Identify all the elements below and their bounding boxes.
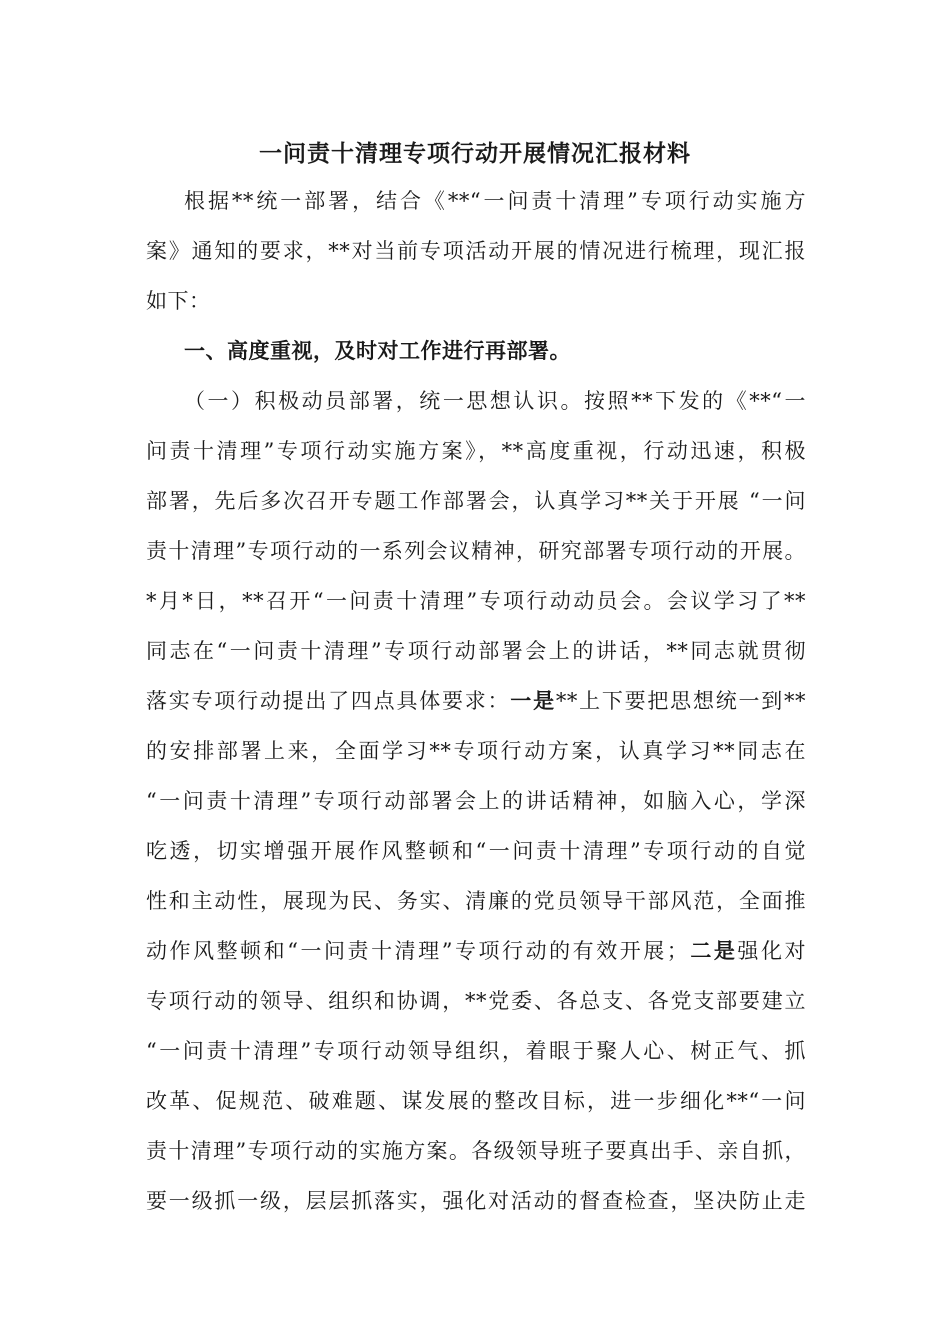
emphasis-second: 二是 xyxy=(688,938,738,963)
paragraph-line: “一问责十清理”专项行动领导组织，着眼于聚人心、树正气、抓 xyxy=(146,1039,806,1063)
paragraph-line: 吃透，切实增强开展作风整顿和“一问责十清理”专项行动的自觉 xyxy=(146,839,806,863)
paragraph-text: **上下要把思想统一到** xyxy=(555,689,807,713)
paragraph-line: 改革、促规范、破难题、谋发展的整改目标，进一步细化**“一问 xyxy=(146,1089,806,1113)
paragraph-line: 责十清理”专项行动的一系列会议精神，研究部署专项行动的开展。 xyxy=(146,539,806,563)
paragraph-line: 专项行动的领导、组织和协调，**党委、各总支、各党支部要建立 xyxy=(146,989,806,1013)
paragraph-text: 落实专项行动提出了四点具体要求： xyxy=(146,689,511,713)
paragraph-line: “一问责十清理”专项行动部署会上的讲话精神，如脑入心，学深 xyxy=(146,789,806,813)
paragraph-text: 强化对 xyxy=(737,939,806,963)
intro-line-3: 如下： xyxy=(146,289,211,313)
intro-line-2: 案》通知的要求，**对当前专项活动开展的情况进行梳理，现汇报 xyxy=(146,239,806,263)
paragraph-line: 的安排部署上来，全面学习**专项行动方案，认真学习**同志在 xyxy=(146,739,806,763)
paragraph-line: 部署，先后多次召开专题工作部署会，认真学习**关于开展 “一问 xyxy=(146,489,806,513)
intro-line-1: 根据**统一部署，结合《**“一问责十清理”专项行动实施方 xyxy=(184,189,806,213)
paragraph-text: 动作风整顿和“一问责十清理”专项行动的有效开展； xyxy=(146,939,689,963)
paragraph-line xyxy=(146,926,806,976)
paragraph-line: 责十清理”专项行动的实施方案。各级领导班子要真出手、亲自抓， xyxy=(146,1139,806,1163)
document-title: 一问责十清理专项行动开展情况汇报材料 xyxy=(259,140,691,167)
paragraph-line: 性和主动性，展现为民、务实、清廉的党员领导干部风范，全面推 xyxy=(146,889,806,913)
section-heading-1: 一、高度重视，及时对工作进行再部署。 xyxy=(184,338,571,363)
paragraph-line: 问责十清理”专项行动实施方案》，**高度重视，行动迅速，积极 xyxy=(146,439,806,463)
paragraph-line: （一）积极动员部署，统一思想认识。按照**下发的《**“一 xyxy=(184,389,806,413)
paragraph-line: 要一级抓一级，层层抓落实，强化对活动的督查检查，坚决防止走 xyxy=(146,1189,806,1213)
paragraph-line: *月*日，**召开“一问责十清理”专项行动动员会。会议学习了** xyxy=(146,589,806,613)
emphasis-first: 一是 xyxy=(510,688,556,713)
paragraph-line: 同志在“一问责十清理”专项行动部署会上的讲话，**同志就贯彻 xyxy=(146,639,806,663)
paragraph-line xyxy=(146,676,806,726)
